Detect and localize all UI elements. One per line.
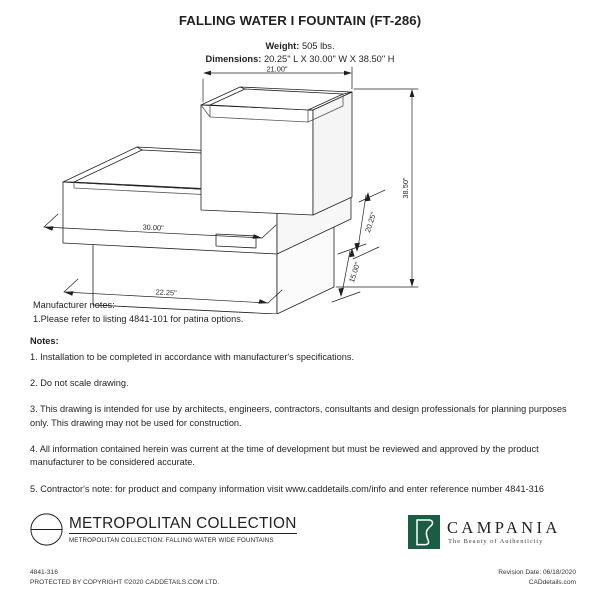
dimensions-label: Dimensions: [205,54,262,64]
notes-list [30,351,576,509]
metropolitan-text-block [69,515,297,544]
dimensions-value: 20.25" L X 30.00" W X 38.50" H [263,54,395,64]
campania-name: CAMPANIA [447,518,561,537]
footer-revision-date: Revision Date: 06/18/2020 [498,569,576,576]
manufacturer-notes [33,298,243,327]
notes-heading: Notes: [30,336,59,346]
footer-right [498,568,576,587]
weight-label: Weight: [265,41,300,51]
note-item-4: 4. All information contained herein was current at the time of development but must be reviewed and approved by the product manufacturer to be considered accurate. [30,443,539,468]
campania-tagline: The Beauty of Authenticity [448,538,544,545]
weight-value: 505 lbs. [301,41,335,51]
page-title: FALLING WATER I FOUNTAIN (FT-286) [178,13,422,28]
note-item-5: 5. Contractor's note: for product and company information visit www.caddetails.com/info and enter reference number 4841-316 [30,483,544,494]
dimension-label-21-00: 21.00" [266,64,288,74]
manufacturer-note-item: 1.Please refer to listing 4841-101 for patina options. [33,314,244,325]
metropolitan-collection-name: METROPOLITAN COLLECTION [69,515,297,533]
metropolitan-collection-logo [30,513,297,546]
footer-left [30,568,219,587]
manufacturer-notes-heading: Manufacturer notes: [33,300,115,310]
campania-logo [408,515,561,549]
upper-pedestal-basin [201,87,352,215]
weight-spec [0,41,600,51]
footer-copyright: PROTECTED BY COPYRIGHT ©2020 CADDETAILS.COM LTD. [30,578,220,586]
note-item-3: 3. This drawing is intended for use by architects, engineers, contractors, consultants and design professionals for planning purposes only. This drawing may not be used for construction. [30,404,567,428]
dimension-label-20-25: 20.25" [363,210,379,234]
campania-scroll-mark-icon [408,515,440,549]
note-item-1: 1. Installation to be completed in accordance with manufacturer's specifications. [30,352,354,362]
dimension-label-30-00: 30.00" [142,222,164,233]
footer-reference-number: 4841-316 [30,569,58,576]
dimension-label-38-50: 38.50" [401,177,410,199]
circle-line-icon [30,513,63,546]
fountain-technical-drawing [0,62,600,314]
footer-website: CADdetails.com [528,578,576,586]
metropolitan-collection-subtitle: METROPOLITAN COLLECTION: FALLING WATER WIDE FOUNTAINS [69,536,274,544]
dimension-label-15-00: 15.00" [347,260,363,284]
dimension-label-22-25: 22.25" [155,287,177,298]
campania-text-block [447,519,561,545]
note-item-2: 2. Do not scale drawing. [30,378,129,389]
